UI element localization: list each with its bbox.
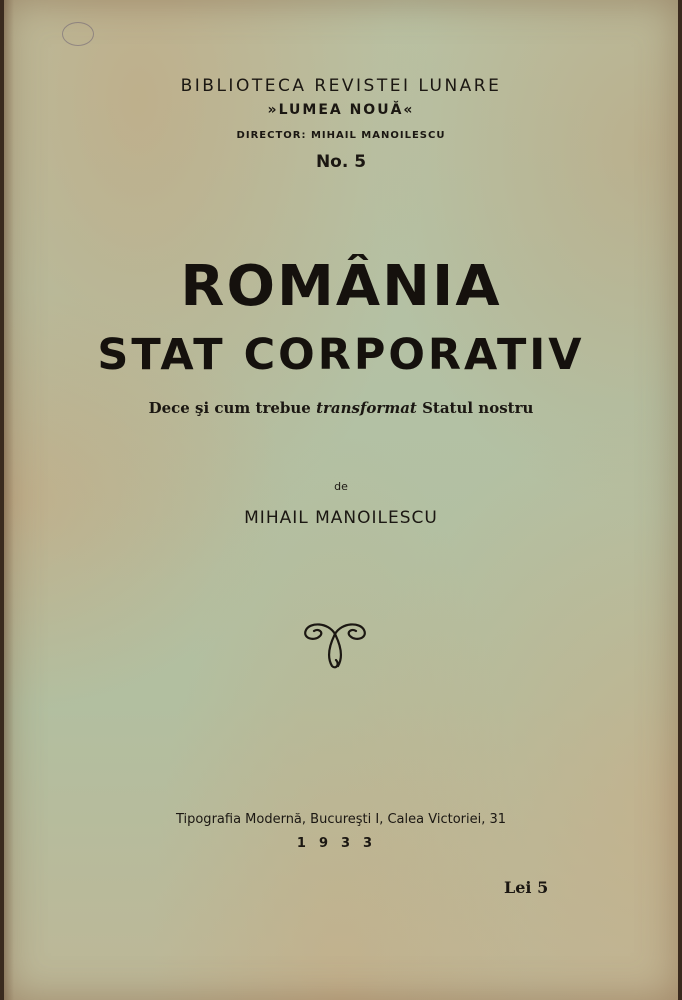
author-name: MIHAIL MANOILESCU <box>244 508 438 528</box>
subtitle-part-2: transformat <box>316 399 417 417</box>
fleuron-ornament-icon <box>300 620 370 672</box>
book-cover <box>4 0 678 1000</box>
publication-year: 1933 <box>296 836 386 851</box>
library-stamp-icon <box>62 22 94 46</box>
printer-imprint: Tipografia Modernă, Bucureşti I, Calea Victoriei, 31 <box>175 812 507 827</box>
book-title-line-2: STAT CORPORATIV <box>97 330 585 380</box>
subtitle-part-3: Statul nostru <box>416 399 534 417</box>
subtitle-part-1: Dece şi cum trebue <box>148 399 317 417</box>
byline-de: de <box>334 480 348 493</box>
book-title-line-1: ROMÂNIA <box>180 254 502 319</box>
journal-name: »LUMEA NOUĂ« <box>267 102 415 118</box>
book-subtitle <box>4 399 678 417</box>
series-number: No. 5 <box>315 152 367 172</box>
series-title: BIBLIOTECA REVISTEI LUNARE <box>180 76 502 96</box>
price-label: Lei 5 <box>504 878 549 897</box>
series-director: DIRECTOR: MIHAIL MANOILESCU <box>236 130 446 141</box>
